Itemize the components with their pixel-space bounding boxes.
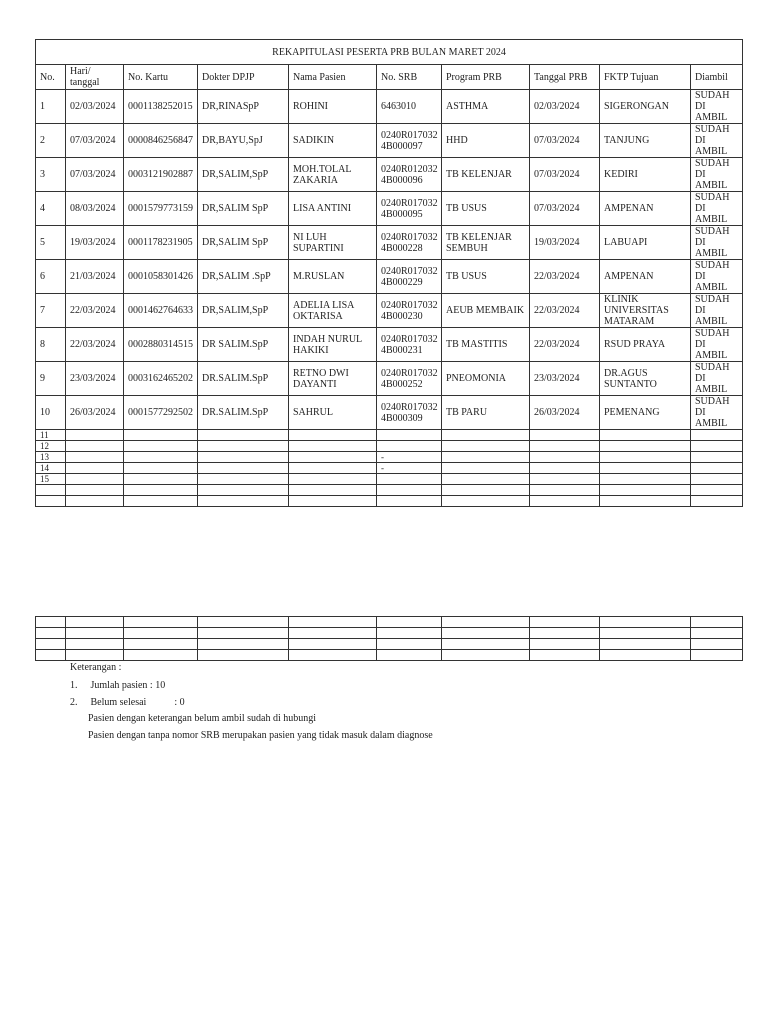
table-cell (66, 441, 124, 452)
table-cell: SUDAH DI AMBIL (691, 396, 743, 430)
table-cell (442, 430, 530, 441)
table-cell (600, 474, 691, 485)
table-cell (66, 639, 124, 650)
table-cell: 0001577292502 (124, 396, 198, 430)
table-cell (377, 617, 442, 628)
table-title: REKAPITULASI PESERTA PRB BULAN MARET 2024 (36, 40, 743, 65)
note-item-1-number: 1. (70, 680, 78, 691)
table-cell (36, 496, 66, 507)
empty-row (36, 441, 743, 452)
table-cell: SUDAH DI AMBIL (691, 158, 743, 192)
table-row (36, 260, 743, 294)
table-cell (377, 474, 442, 485)
table-cell (124, 650, 198, 661)
table-cell: TANJUNG (600, 124, 691, 158)
table-cell (198, 639, 289, 650)
table-cell: 2 (36, 124, 66, 158)
table-cell: DR,SALIM,SpP (198, 294, 289, 328)
table-cell: 22/03/2024 (66, 328, 124, 362)
table-cell: 23/03/2024 (530, 362, 600, 396)
table-cell (289, 639, 377, 650)
table-cell: MOH.TOLAL ZAKARIA (289, 158, 377, 192)
note-item-2-label: Belum selesai (90, 697, 147, 708)
table-cell: AMPENAN (600, 260, 691, 294)
table-cell: 0240R017032 4B000097 (377, 124, 442, 158)
table-cell: 19/03/2024 (66, 226, 124, 260)
table-cell (198, 463, 289, 474)
table-cell: 07/03/2024 (530, 192, 600, 226)
table-cell: DR,SALIM,SpP (198, 158, 289, 192)
table-cell (289, 617, 377, 628)
table-cell: 0002880314515 (124, 328, 198, 362)
table-cell (124, 441, 198, 452)
table-cell: 07/03/2024 (66, 158, 124, 192)
recap-table (35, 39, 743, 507)
table-cell: KLINIK UNIVERSITAS MATARAM (600, 294, 691, 328)
table-cell (198, 485, 289, 496)
table-cell: DR.SALIM.SpP (198, 396, 289, 430)
table-cell (691, 650, 743, 661)
note-item-1 (70, 680, 165, 691)
table-cell: PNEOMONIA (442, 362, 530, 396)
table-cell: DR,SALIM .SpP (198, 260, 289, 294)
table-cell: SUDAH DI AMBIL (691, 294, 743, 328)
table-cell: HHD (442, 124, 530, 158)
table-cell (691, 628, 743, 639)
table-cell: 13 (36, 452, 66, 463)
table-cell (530, 430, 600, 441)
table-cell: 02/03/2024 (530, 90, 600, 124)
table-cell: 0240R017032 4B000095 (377, 192, 442, 226)
table-cell (530, 650, 600, 661)
table-cell (442, 628, 530, 639)
table-cell (66, 628, 124, 639)
table-cell: 0001462764633 (124, 294, 198, 328)
table-row (36, 90, 743, 124)
table-cell: 0001058301426 (124, 260, 198, 294)
column-header: No. SRB (377, 65, 442, 90)
table-cell: TB KELENJAR SEMBUH (442, 226, 530, 260)
table-cell (600, 430, 691, 441)
table-cell: SADIKIN (289, 124, 377, 158)
table-cell (198, 628, 289, 639)
empty-row (36, 650, 743, 661)
table-row (36, 294, 743, 328)
table-row (36, 328, 743, 362)
table-cell (691, 463, 743, 474)
table-cell: - (377, 463, 442, 474)
column-header: No. (36, 65, 66, 90)
table-cell (530, 496, 600, 507)
table-cell: 0003121902887 (124, 158, 198, 192)
note-item-2-number: 2. (70, 697, 78, 708)
table-cell: AMPENAN (600, 192, 691, 226)
table-cell (198, 452, 289, 463)
table-cell (442, 639, 530, 650)
table-cell: 11 (36, 430, 66, 441)
table-cell (124, 617, 198, 628)
table-cell: ASTHMA (442, 90, 530, 124)
table-cell (600, 485, 691, 496)
column-header: Program PRB (442, 65, 530, 90)
note-item-2 (70, 697, 185, 708)
column-header: Tanggal PRB (530, 65, 600, 90)
table-cell (198, 650, 289, 661)
table-cell (442, 650, 530, 661)
table-cell (289, 452, 377, 463)
table-row (36, 362, 743, 396)
table-cell (377, 441, 442, 452)
table-cell: 0240R017032 4B000230 (377, 294, 442, 328)
table-cell: DR SALIM.SpP (198, 328, 289, 362)
table-cell (289, 485, 377, 496)
table-cell (691, 452, 743, 463)
table-cell (442, 474, 530, 485)
table-cell: SUDAH DI AMBIL (691, 328, 743, 362)
table-cell (289, 496, 377, 507)
table-cell (124, 463, 198, 474)
table-cell (530, 441, 600, 452)
column-header: Nama Pasien (289, 65, 377, 90)
table-cell: 0240R017032 4B000228 (377, 226, 442, 260)
table-cell (442, 617, 530, 628)
table-cell (66, 430, 124, 441)
table-cell (124, 452, 198, 463)
table-cell: SUDAH DI AMBIL (691, 192, 743, 226)
table-cell: DR,BAYU,SpJ (198, 124, 289, 158)
table-cell (377, 430, 442, 441)
table-cell (530, 485, 600, 496)
table-cell: 07/03/2024 (530, 158, 600, 192)
table-cell (66, 452, 124, 463)
table-cell: 6 (36, 260, 66, 294)
table-cell (530, 628, 600, 639)
table-cell: 15 (36, 474, 66, 485)
table-cell: 0001138252015 (124, 90, 198, 124)
table-cell: 07/03/2024 (530, 124, 600, 158)
table-cell: 0240R012032 4B000096 (377, 158, 442, 192)
notes-heading: Keterangan : (70, 662, 122, 673)
table-cell: DR.SALIM.SpP (198, 362, 289, 396)
table-cell (36, 639, 66, 650)
table-cell: 22/03/2024 (530, 328, 600, 362)
empty-row (36, 485, 743, 496)
table-cell (198, 474, 289, 485)
table-cell: 4 (36, 192, 66, 226)
table-cell (691, 485, 743, 496)
table-cell: 0240R017032 4B000252 (377, 362, 442, 396)
table-cell: 26/03/2024 (66, 396, 124, 430)
table-cell: 21/03/2024 (66, 260, 124, 294)
note-item-1-text: Jumlah pasien : 10 (90, 680, 166, 691)
table-cell (600, 650, 691, 661)
table-cell (289, 463, 377, 474)
empty-row (36, 452, 743, 463)
table-cell (530, 639, 600, 650)
empty-row (36, 430, 743, 441)
table-cell (289, 650, 377, 661)
table-cell: 22/03/2024 (530, 260, 600, 294)
table-cell (442, 496, 530, 507)
table-cell: KEDIRI (600, 158, 691, 192)
table-cell: DR,RINASpP (198, 90, 289, 124)
table-cell: SUDAH DI AMBIL (691, 260, 743, 294)
table-cell: 9 (36, 362, 66, 396)
table-cell (530, 463, 600, 474)
table-cell: 12 (36, 441, 66, 452)
table-cell (66, 617, 124, 628)
table-cell: 0001579773159 (124, 192, 198, 226)
table-cell (600, 452, 691, 463)
table-cell (198, 496, 289, 507)
table-cell: RSUD PRAYA (600, 328, 691, 362)
table-cell (442, 485, 530, 496)
table-cell (600, 617, 691, 628)
table-cell (530, 617, 600, 628)
table-cell (691, 496, 743, 507)
table-cell (691, 430, 743, 441)
table-cell: 22/03/2024 (530, 294, 600, 328)
table-cell (124, 628, 198, 639)
table-cell (691, 441, 743, 452)
table-cell: SUDAH DI AMBIL (691, 362, 743, 396)
table-cell: AEUB MEMBAIK (442, 294, 530, 328)
table-cell: DR,SALIM SpP (198, 226, 289, 260)
table-row (36, 396, 743, 430)
table-cell (198, 617, 289, 628)
table-cell: TB USUS (442, 260, 530, 294)
table-cell: SIGERONGAN (600, 90, 691, 124)
table-cell: INDAH NURUL HAKIKI (289, 328, 377, 362)
table-cell: 0240R017032 4B000309 (377, 396, 442, 430)
table-cell (66, 485, 124, 496)
table-cell: 0240R017032 4B000229 (377, 260, 442, 294)
table-cell (600, 628, 691, 639)
table-cell: 6463010 (377, 90, 442, 124)
table-cell: ROHINI (289, 90, 377, 124)
table-cell (36, 617, 66, 628)
table-cell (442, 463, 530, 474)
empty-row (36, 474, 743, 485)
table-cell (600, 639, 691, 650)
table-cell (600, 496, 691, 507)
table-row (36, 226, 743, 260)
table-cell: DR.AGUS SUNTANTO (600, 362, 691, 396)
table-row (36, 158, 743, 192)
table-cell: TB MASTITIS (442, 328, 530, 362)
empty-row (36, 463, 743, 474)
table-cell (377, 650, 442, 661)
empty-row (36, 496, 743, 507)
empty-row (36, 628, 743, 639)
column-header: Dokter DPJP (198, 65, 289, 90)
table-cell (600, 463, 691, 474)
table-cell: 26/03/2024 (530, 396, 600, 430)
table-cell: 22/03/2024 (66, 294, 124, 328)
table-cell: 0001178231905 (124, 226, 198, 260)
table-cell: PEMENANG (600, 396, 691, 430)
table-cell (66, 463, 124, 474)
table-cell (442, 441, 530, 452)
table-cell (66, 650, 124, 661)
table-cell: RETNO DWI DAYANTI (289, 362, 377, 396)
table-cell (600, 441, 691, 452)
note-line-3: Pasien dengan keterangan belum ambil sudah di hubungi (88, 713, 317, 724)
table-cell: 0240R017032 4B000231 (377, 328, 442, 362)
table-cell: SUDAH DI AMBIL (691, 124, 743, 158)
table-cell (530, 474, 600, 485)
table-cell (124, 474, 198, 485)
table-cell (66, 474, 124, 485)
table-cell (66, 496, 124, 507)
table-cell: 02/03/2024 (66, 90, 124, 124)
table-cell (36, 628, 66, 639)
table-cell: 19/03/2024 (530, 226, 600, 260)
table-cell: TB KELENJAR (442, 158, 530, 192)
column-header: FKTP Tujuan (600, 65, 691, 90)
table-cell: - (377, 452, 442, 463)
table-cell (124, 485, 198, 496)
table-cell: 10 (36, 396, 66, 430)
table-row (36, 124, 743, 158)
table-cell: SAHRUL (289, 396, 377, 430)
table-cell: SUDAH DI AMBIL (691, 90, 743, 124)
table-row (36, 192, 743, 226)
table-cell: M.RUSLAN (289, 260, 377, 294)
table-cell: 23/03/2024 (66, 362, 124, 396)
note-item-2-value: : 0 (174, 697, 185, 708)
empty-row (36, 617, 743, 628)
table-cell: TB USUS (442, 192, 530, 226)
column-header: No. Kartu (124, 65, 198, 90)
table-cell: LISA ANTINI (289, 192, 377, 226)
table-cell: NI LUH SUPARTINI (289, 226, 377, 260)
table-cell (36, 650, 66, 661)
note-line-4: Pasien dengan tanpa nomor SRB merupakan pasien yang tidak masuk dalam diagnose (88, 730, 433, 741)
table-cell (289, 441, 377, 452)
table-cell (377, 628, 442, 639)
table-cell: 1 (36, 90, 66, 124)
table-cell (36, 485, 66, 496)
continuation-table (35, 616, 743, 661)
empty-row (36, 639, 743, 650)
table-cell: SUDAH DI AMBIL (691, 226, 743, 260)
table-cell: 08/03/2024 (66, 192, 124, 226)
table-cell (530, 452, 600, 463)
table-cell (377, 639, 442, 650)
table-cell: 7 (36, 294, 66, 328)
table-cell (377, 485, 442, 496)
table-cell (289, 430, 377, 441)
table-cell: 8 (36, 328, 66, 362)
table-cell: ADELIA LISA OKTARISA (289, 294, 377, 328)
table-cell: LABUAPI (600, 226, 691, 260)
table-cell: DR,SALIM SpP (198, 192, 289, 226)
table-cell (691, 474, 743, 485)
table-cell: 5 (36, 226, 66, 260)
table-cell: 14 (36, 463, 66, 474)
table-cell (124, 496, 198, 507)
table-cell (124, 639, 198, 650)
table-cell (289, 474, 377, 485)
table-cell: 0000846256847 (124, 124, 198, 158)
table-cell: 0003162465202 (124, 362, 198, 396)
table-cell (377, 496, 442, 507)
table-cell: 07/03/2024 (66, 124, 124, 158)
table-cell (691, 639, 743, 650)
table-cell (198, 430, 289, 441)
table-cell (289, 628, 377, 639)
table-cell (691, 617, 743, 628)
column-header: Diambil (691, 65, 743, 90)
table-cell (124, 430, 198, 441)
column-header: Hari/ tanggal (66, 65, 124, 90)
table-cell: 3 (36, 158, 66, 192)
table-cell: TB PARU (442, 396, 530, 430)
table-cell (442, 452, 530, 463)
table-cell (198, 441, 289, 452)
